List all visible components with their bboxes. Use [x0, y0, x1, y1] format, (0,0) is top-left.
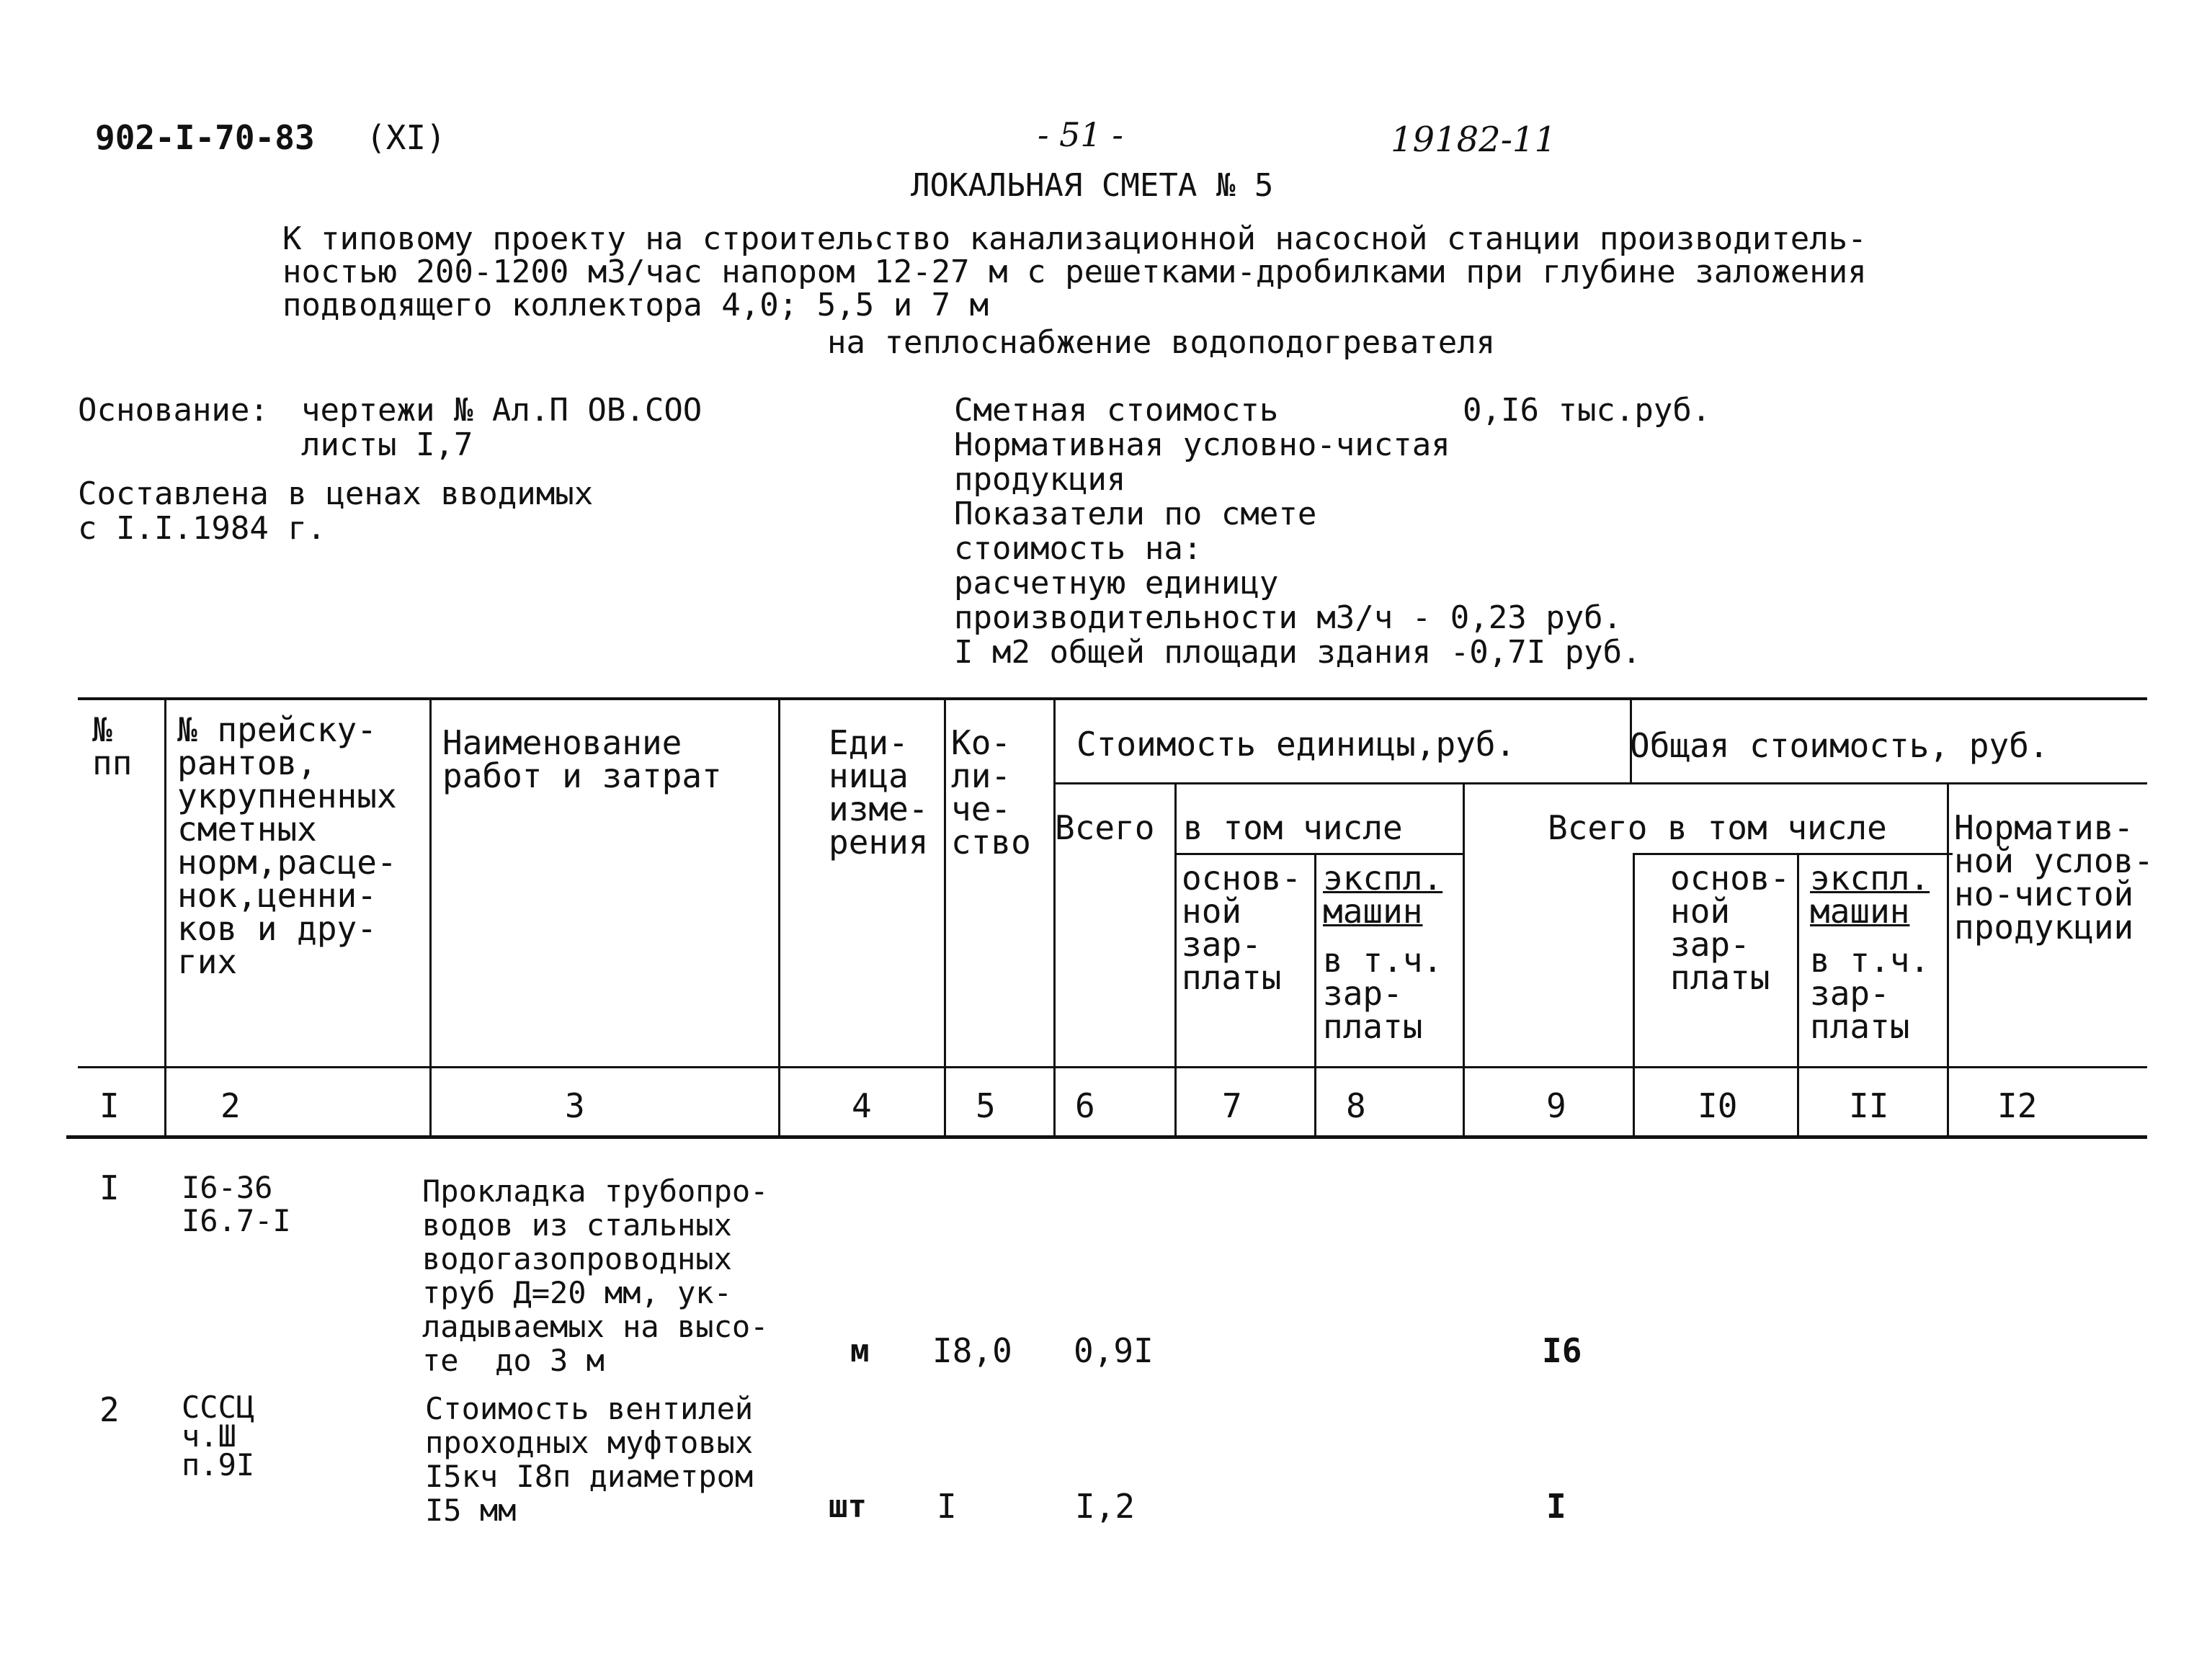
indicators-line-2: стоимость на:: [954, 530, 1203, 567]
row-unit: шт: [829, 1488, 867, 1525]
header-unit-basic-salary: основ- ной зар- платы: [1182, 859, 1302, 997]
basis-label: Основание:: [78, 392, 269, 429]
col-divider-8: [1463, 782, 1465, 1135]
subtitle-line-2: ностью 200-1200 м3/час напором 12-27 м с решетками-дробилками при глубине заложения: [282, 254, 1867, 290]
row-unit: м: [850, 1333, 870, 1369]
col-divider-10: [1797, 854, 1799, 1135]
row-quantity: I: [937, 1487, 957, 1526]
document-title: ЛОКАЛЬНАЯ СМЕТА № 5: [911, 167, 1274, 204]
header-unit-cost: Стоимость единицы,руб.: [1076, 725, 1516, 764]
column-number-8: 8: [1346, 1086, 1366, 1125]
header-unit-machines-salary: в т.ч. зар- платы: [1323, 941, 1443, 1046]
col-divider-4: [944, 697, 946, 1135]
col-divider-9b: [1633, 854, 1635, 1135]
total-incl-rule: [1633, 853, 1953, 855]
header-unit-machines: экспл. машин: [1323, 859, 1443, 931]
cost-subheader-rule: [1053, 782, 2147, 784]
header-col-2: № прейску- рантов, укрупненных сметных норм,расце- нок,ценни- ков и дру- гих: [177, 710, 397, 981]
row-unit-cost-total: 0,9I: [1074, 1331, 1154, 1370]
archive-number: 19182-11: [1391, 120, 1556, 160]
row-quantity: I8,0: [932, 1331, 1012, 1370]
column-number-7: 7: [1222, 1086, 1242, 1125]
header-bottom-rule: [78, 1066, 2147, 1068]
estimated-cost-label: Сметная стоимость: [954, 392, 1279, 429]
column-number-9: 9: [1546, 1086, 1566, 1125]
header-total-basic-salary: основ- ной зар- платы: [1670, 859, 1790, 997]
subtitle-line-4: на теплоснабжение водоподогревателя: [827, 324, 1496, 361]
header-unit-total: Всего: [1055, 808, 1155, 847]
row-code: СССЦ ч.Ш п.9I: [182, 1390, 255, 1483]
col-divider-3: [778, 697, 780, 1135]
header-unit-including: в том числе: [1183, 808, 1403, 847]
normative-products-line-2: продукция: [954, 461, 1126, 498]
row-name: Прокладка трубопро- водов из стальных водогазопроводных труб Д=20 мм, ук- ладываемых на высо- те до 3 м: [422, 1173, 769, 1378]
column-number-4: 4: [852, 1086, 872, 1125]
document-section: (XI): [366, 118, 446, 157]
sheets-value: листы I,7: [301, 426, 473, 463]
page-number: - 51 -: [1038, 115, 1123, 154]
document-code: 902-I-70-83: [95, 118, 315, 157]
header-normative-products: Норматив- ной услов- но-чистой продукции: [1954, 808, 2154, 947]
row-code: I6-36 I6.7-I: [182, 1170, 291, 1238]
column-number-2: 2: [220, 1086, 241, 1125]
estimated-cost-value: 0,I6 тыс.руб.: [1463, 392, 1711, 429]
indicators-line-3: расчетную единицу: [954, 565, 1279, 602]
header-total-machines: экспл. машин: [1810, 859, 1930, 931]
header-col-1: № пп: [92, 710, 133, 782]
col-divider-6: [1174, 782, 1177, 1135]
normative-products-line-1: Нормативная условно-чистая: [954, 426, 1450, 463]
row-unit-cost-total: I,2: [1075, 1487, 1136, 1526]
row-number: I: [99, 1168, 120, 1207]
column-numbers-rule: [66, 1135, 2147, 1139]
column-number-10: I0: [1698, 1086, 1738, 1125]
header-total-machines-salary: в т.ч. зар- платы: [1810, 941, 1930, 1046]
subtitle-line-1: К типовому проекту на строительство канализационной насосной станции производитель-: [282, 220, 1867, 257]
column-number-3: 3: [565, 1086, 585, 1125]
column-number-1: I: [99, 1086, 120, 1125]
header-col-3: Наименование работ и затрат: [442, 723, 722, 795]
col-divider-1: [164, 697, 166, 1135]
indicators-line-1: Показатели по смете: [954, 496, 1317, 532]
column-number-12: I2: [1997, 1086, 2038, 1125]
col-divider-7: [1314, 854, 1316, 1135]
table-top-rule: [78, 697, 2147, 700]
column-number-5: 5: [976, 1086, 996, 1125]
unit-incl-rule: [1176, 853, 1464, 855]
col-divider-5: [1053, 697, 1056, 1135]
row-total-cost: I6: [1542, 1331, 1582, 1370]
prices-line-1: Составлена в ценах вводимых: [78, 475, 594, 512]
basis-value: чертежи № Ал.П ОВ.СОО: [301, 392, 703, 429]
prices-line-2: с I.I.1984 г.: [78, 510, 326, 547]
col-divider-11: [1947, 782, 1949, 1135]
indicators-line-5: I м2 общей площади здания -0,7I руб.: [954, 634, 1641, 671]
col-divider-2: [429, 697, 432, 1135]
header-total-cost: Общая стоимость, руб.: [1630, 726, 2049, 765]
column-number-6: 6: [1075, 1086, 1095, 1125]
column-number-11: II: [1849, 1086, 1889, 1125]
header-col-5: Ко- ли- че- ство: [951, 723, 1031, 862]
header-total-total-including: Всего в том числе: [1548, 808, 1887, 847]
row-name: Стоимость вентилей проходных муфтовых I5кч I8п диаметром I5 мм: [425, 1391, 754, 1528]
row-total-cost: I: [1546, 1487, 1566, 1526]
subtitle-line-3: подводящего коллектора 4,0; 5,5 и 7 м: [282, 287, 989, 323]
header-col-4: Еди- ница изме- рения: [829, 723, 929, 862]
row-number: 2: [99, 1390, 120, 1429]
indicators-line-4: производительности м3/ч - 0,23 руб.: [954, 599, 1623, 636]
